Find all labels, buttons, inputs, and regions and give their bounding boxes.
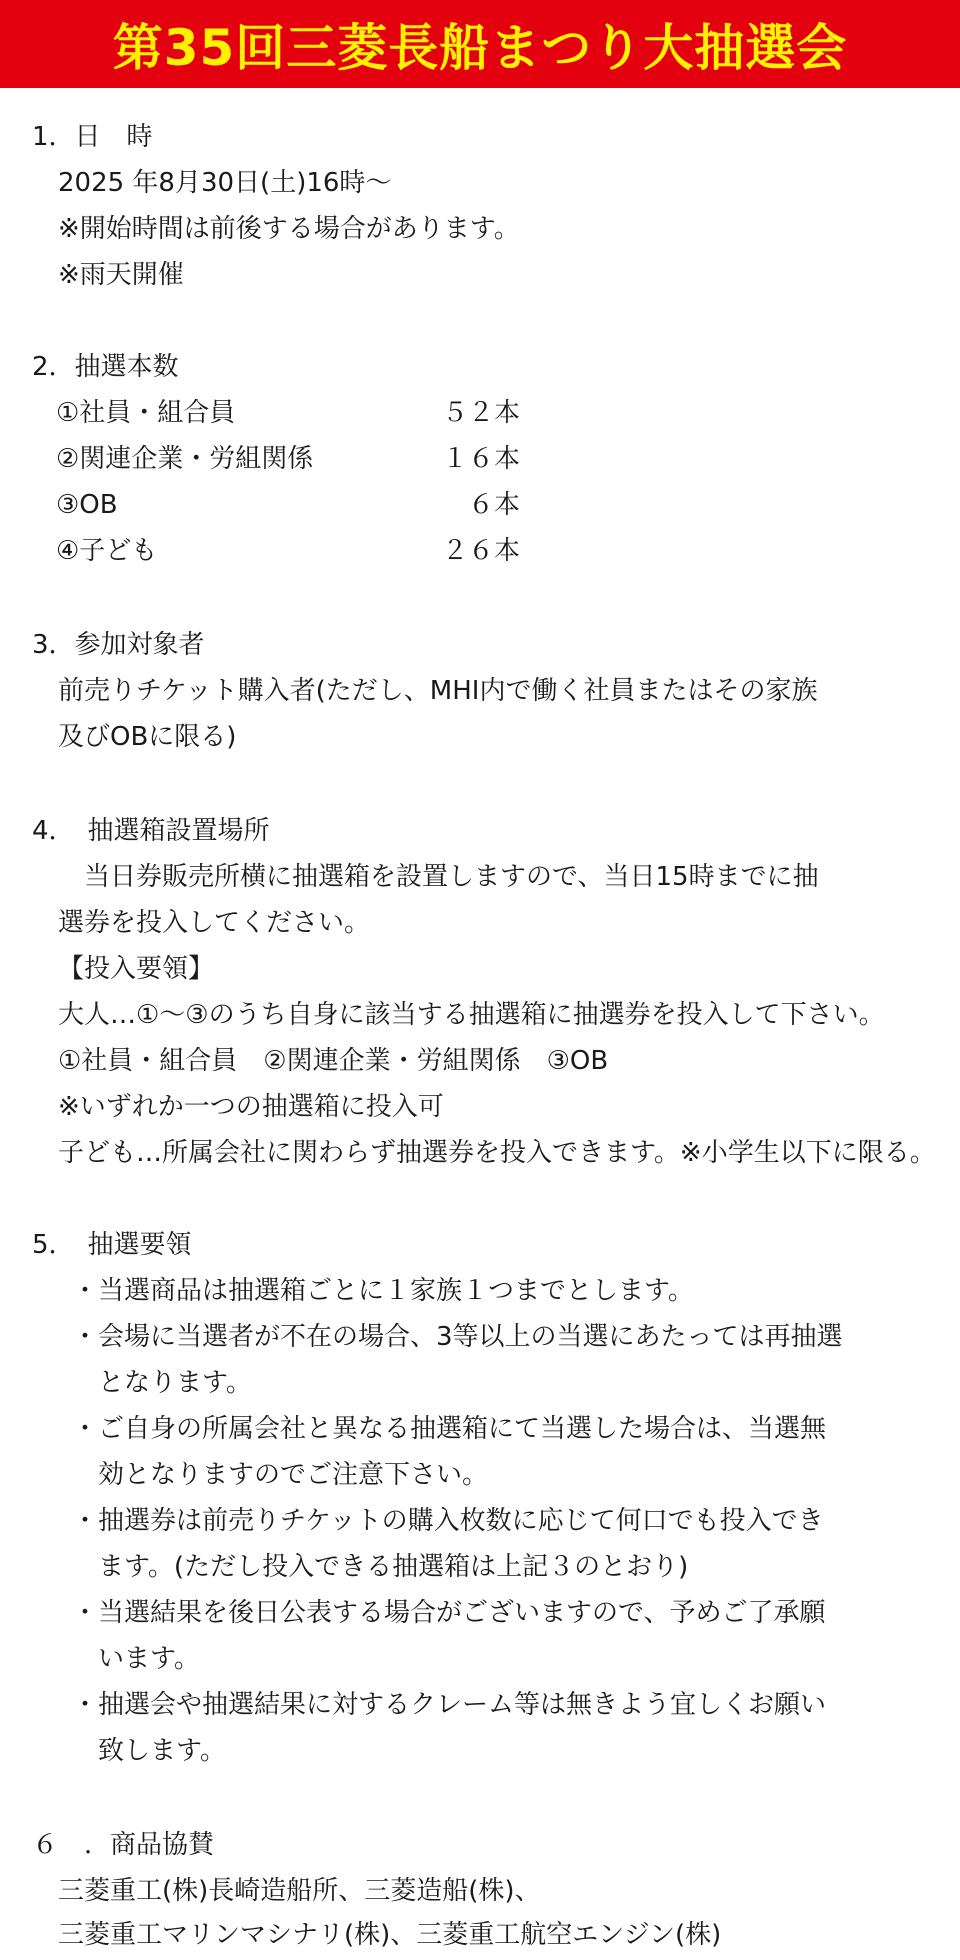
rule-item: ・抽選会や抽選結果に対するクレーム等は無きよう宜しくお願い (72, 1690, 827, 1720)
sponsor-list: 三菱重工マリンマシナリ(株)、三菱重工航空エンジン(株) (58, 1920, 722, 1950)
rain-note: ※雨天開催 (58, 260, 184, 290)
lottery-count: ６本 (467, 490, 520, 520)
rule-item: ・ご自身の所属会社と異なる抽選箱にて当選した場合は、当選無 (72, 1414, 827, 1444)
lottery-category: ④子ども (56, 536, 158, 566)
lottery-count: １６本 (441, 444, 520, 474)
sponsor-list: 三菱重工(株)長崎造船所、三菱造船(株)、 (58, 1876, 541, 1906)
rule-item: ・抽選券は前売りチケットの購入枚数に応じて何口でも投入でき (72, 1506, 824, 1536)
adult-instructions: 大人…①～③のうち自身に該当する抽選箱に抽選券を投入して下さい。 (58, 1000, 885, 1030)
lottery-count: ５２本 (441, 398, 520, 428)
lottery-category: ①社員・組合員 (56, 398, 236, 428)
start-time-note: ※開始時間は前後する場合があります。 (58, 214, 520, 244)
rule-item-cont: となります。 (72, 1368, 252, 1398)
rule-item: ・当選商品は抽選箱ごとに１家族１つまでとします。 (72, 1276, 694, 1306)
event-date: 2025 年8月30日(土)16時～ (58, 168, 392, 198)
rule-item-cont: 効となりますのでご注意下さい。 (72, 1460, 489, 1490)
lottery-count: ２６本 (441, 536, 520, 566)
lottery-count-row (56, 396, 536, 430)
box-categories: ①社員・組合員 ②関連企業・労組関係 ③OB (58, 1046, 609, 1076)
section-4-heading: 4． 抽選箱設置場所 (32, 816, 270, 846)
box-location-text: 当日券販売所横に抽選箱を設置しますので、当日15時までに抽 (58, 862, 819, 892)
page-title: 第35回三菱長船まつり大抽選会 (112, 19, 848, 77)
eligibility-text: 及びOBに限る) (58, 722, 237, 752)
lottery-count-row (56, 442, 536, 476)
rule-item: ・会場に当選者が不在の場合、3等以上の当選にあたっては再抽選 (72, 1322, 843, 1352)
rule-item-cont: 致します。 (72, 1736, 226, 1766)
box-location-text: 選券を投入してください。 (58, 908, 371, 938)
eligibility-text: 前売りチケット購入者(ただし、MHI内で働く社員またはその家族 (58, 676, 818, 706)
lottery-count-row (56, 488, 536, 522)
rule-item: ・当選結果を後日公表する場合がございますので、予めご了承願 (72, 1598, 826, 1628)
section-1-heading: 1．日 時 (32, 122, 153, 152)
title-banner (0, 0, 960, 88)
rule-item-cont: います。 (72, 1644, 200, 1674)
child-instructions: 子ども…所属会社に関わらず抽選券を投入できます。※小学生以下に限る。 (58, 1138, 936, 1168)
section-5-heading: 5． 抽選要領 (32, 1230, 192, 1260)
section-2-heading: 2．抽選本数 (32, 352, 179, 382)
rule-item-cont: ます。(ただし投入できる抽選箱は上記３のとおり) (72, 1552, 689, 1582)
lottery-count-row (56, 534, 536, 568)
box-note: ※いずれか一つの抽選箱に投入可 (58, 1092, 444, 1122)
lottery-category: ③OB (56, 490, 118, 520)
submission-subheading: 【投入要領】 (58, 954, 215, 984)
section-3-heading: 3．参加対象者 (32, 630, 205, 660)
lottery-category: ②関連企業・労組関係 (56, 444, 314, 474)
section-6-heading: ６ ．商品協賛 (32, 1830, 215, 1860)
